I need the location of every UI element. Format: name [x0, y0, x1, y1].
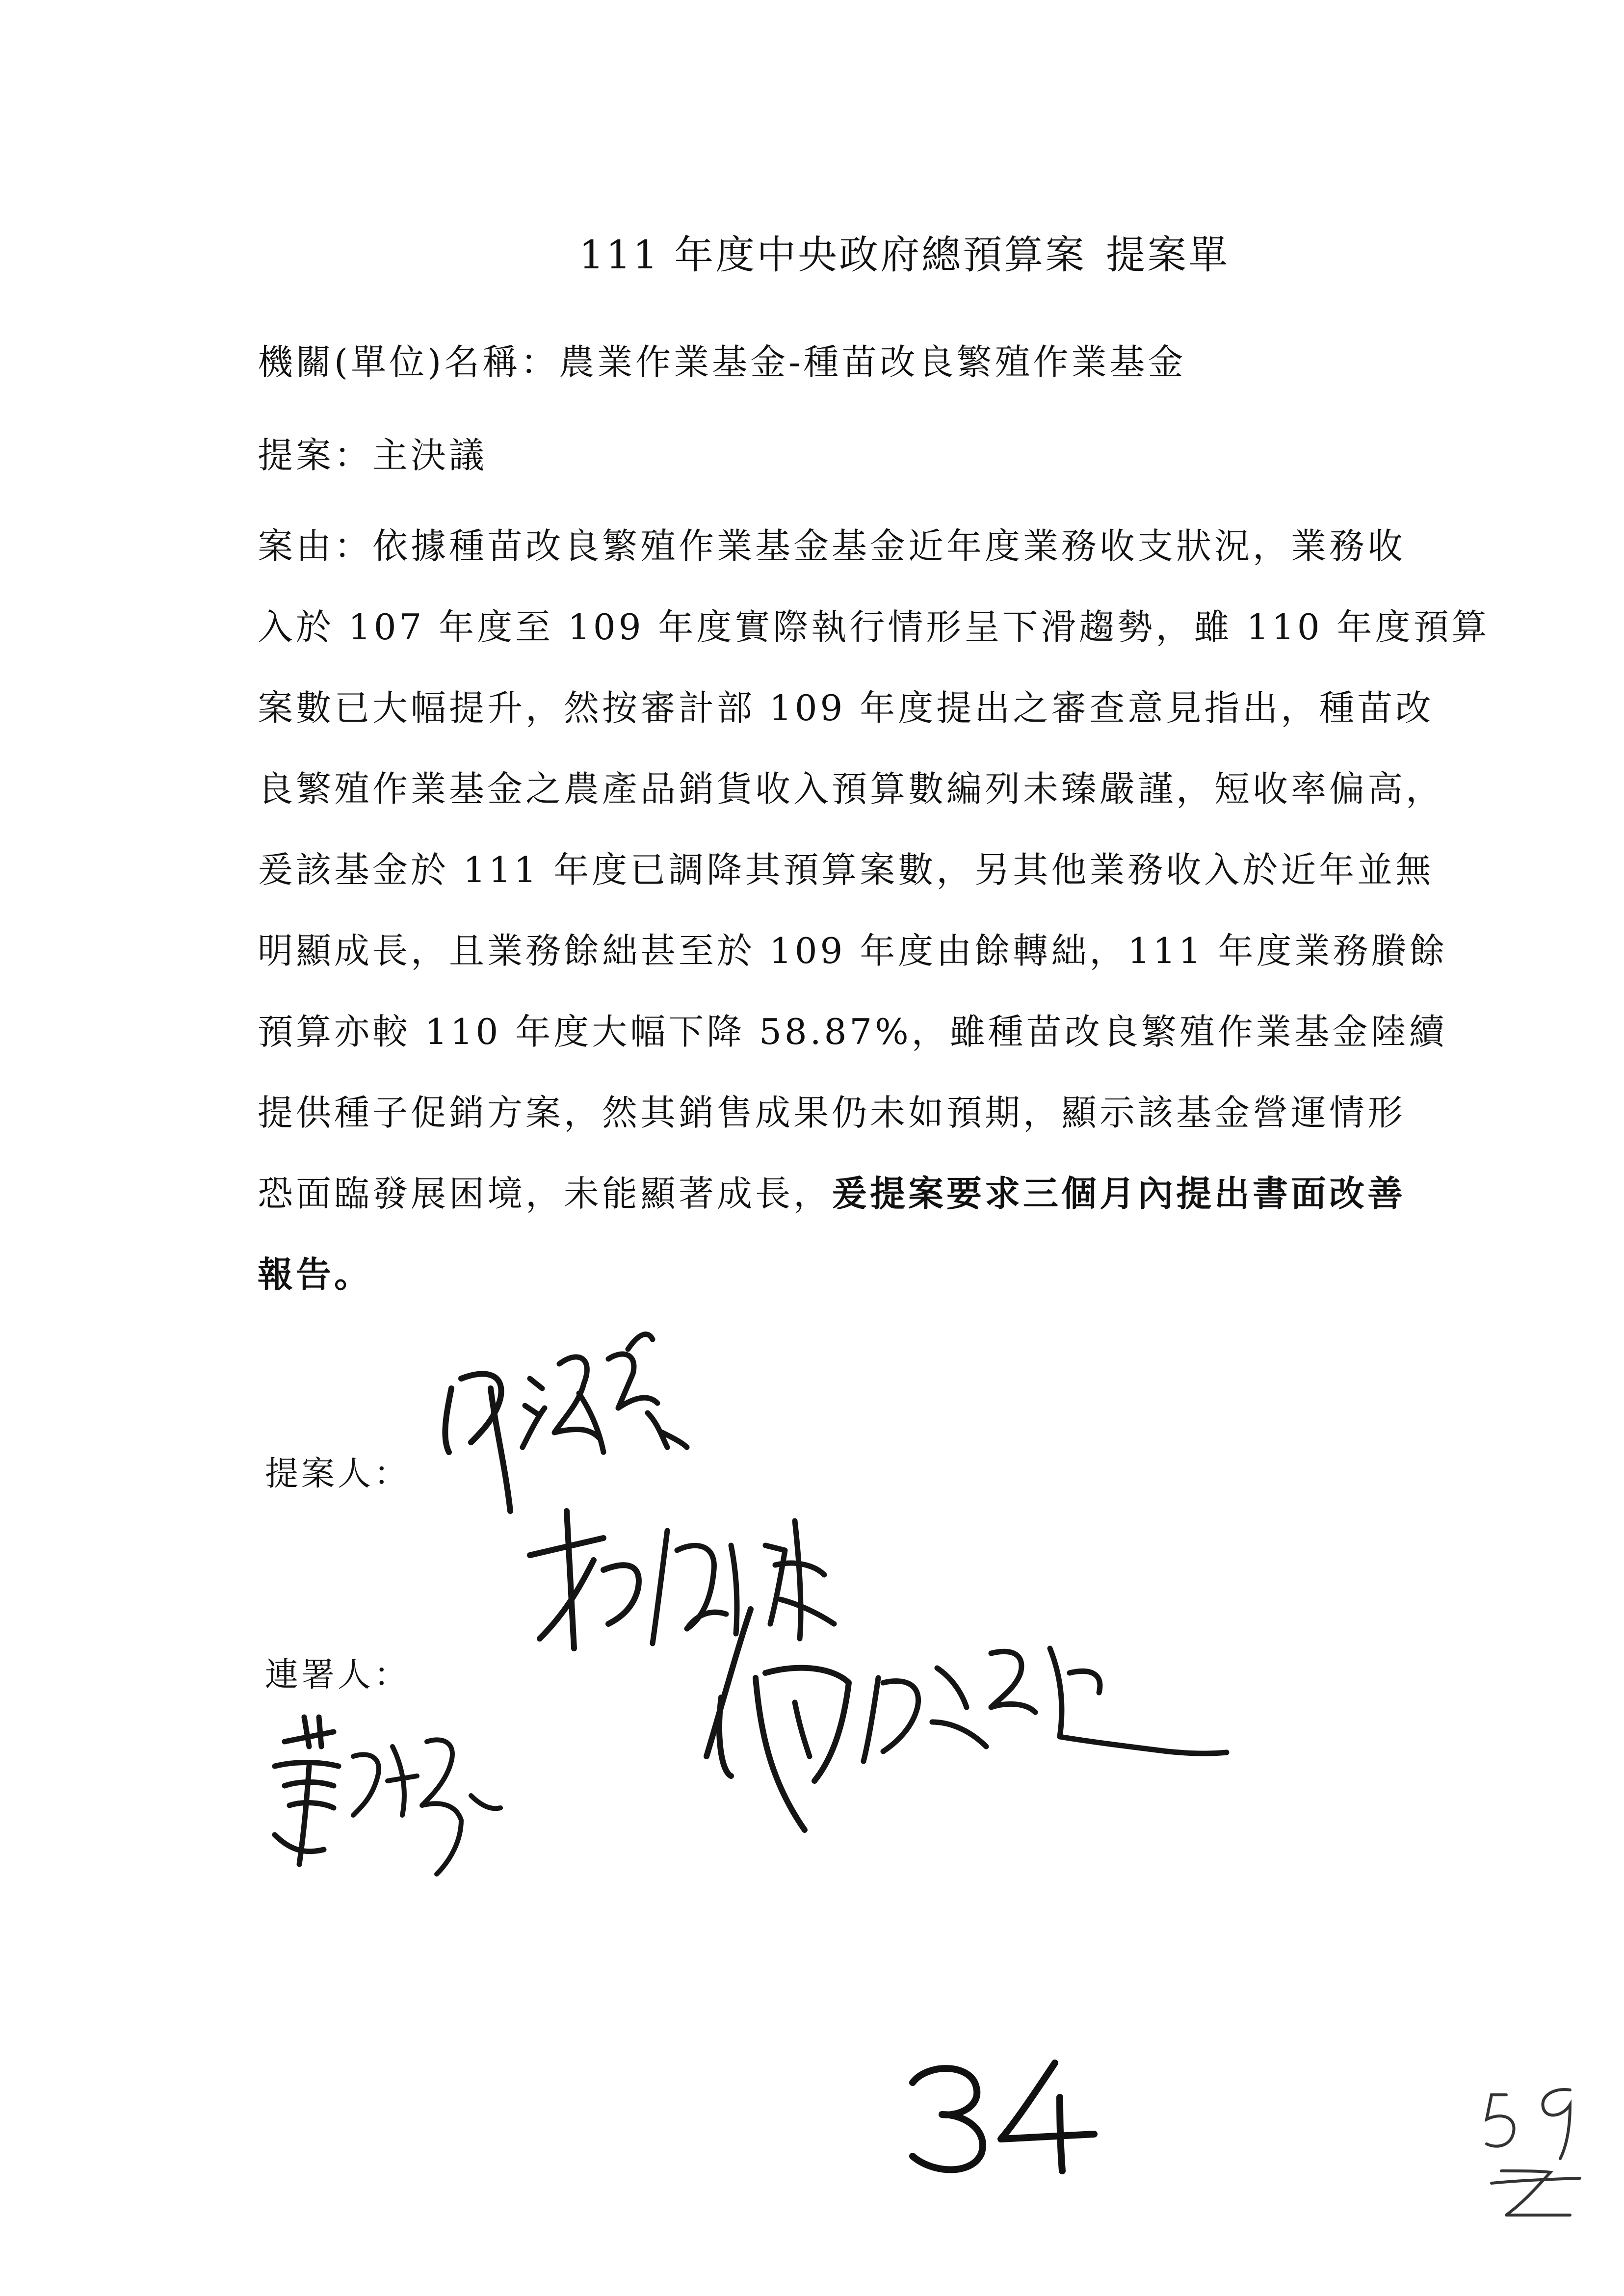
body-line-9: [258, 1165, 1406, 1216]
body-line-5: 爰該基金於 111 年度已調降其預算案數，另其他業務收入於近年並無: [258, 849, 1434, 890]
body-line-6: 明顯成長，且業務餘絀甚至於 109 年度由餘轉絀，111 年度業務賸餘: [258, 930, 1448, 971]
body-line-4: 良繁殖作業基金之農產品銷貨收入預算數編列未臻嚴謹，短收率偏高，: [258, 768, 1444, 809]
document-title: [579, 223, 1230, 280]
body-line-9-bold: 爰提案要求三個月內提出書面改善: [832, 1173, 1406, 1214]
body-line-7: 預算亦較 110 年度大幅下降 58.87%，雖種苗改良繁殖作業基金陸續: [258, 1011, 1447, 1052]
cosigner-signature-3: [255, 1707, 510, 1894]
agency-line: 機關(單位)名稱：農業作業基金-種苗改良繁殖作業基金: [258, 341, 1186, 383]
page-number: [898, 2053, 1104, 2176]
body-line-9-plain: 恐面臨發展困境，未能顯著成長，: [258, 1173, 832, 1214]
body-line-1: 案由：依據種苗改良繁殖作業基金基金近年度業務收支狀況，業務收: [258, 525, 1406, 567]
body-line-10: 報告。: [258, 1253, 373, 1295]
title-suffix: 提案單: [1106, 232, 1230, 278]
title-main: 111 年度中央政府總預算案: [579, 232, 1087, 278]
folio-mark: [1472, 2075, 1599, 2232]
cosigner-label: 連署人：: [265, 1656, 411, 1695]
cosigner-signature-2: [687, 1594, 1236, 1859]
proposal-type-line: 提案：主決議: [258, 435, 488, 476]
proposer-label: 提案人：: [265, 1455, 411, 1493]
body-line-2: 入於 107 年度至 109 年度實際執行情形呈下滑趨勢，雖 110 年度預算: [258, 606, 1490, 648]
body-line-8: 提供種子促銷方案，然其銷售成果仍未如預期，顯示該基金營運情形: [258, 1092, 1406, 1133]
body-line-3: 案數已大幅提升，然按審計部 109 年度提出之審查意見指出，種苗改: [258, 687, 1434, 729]
